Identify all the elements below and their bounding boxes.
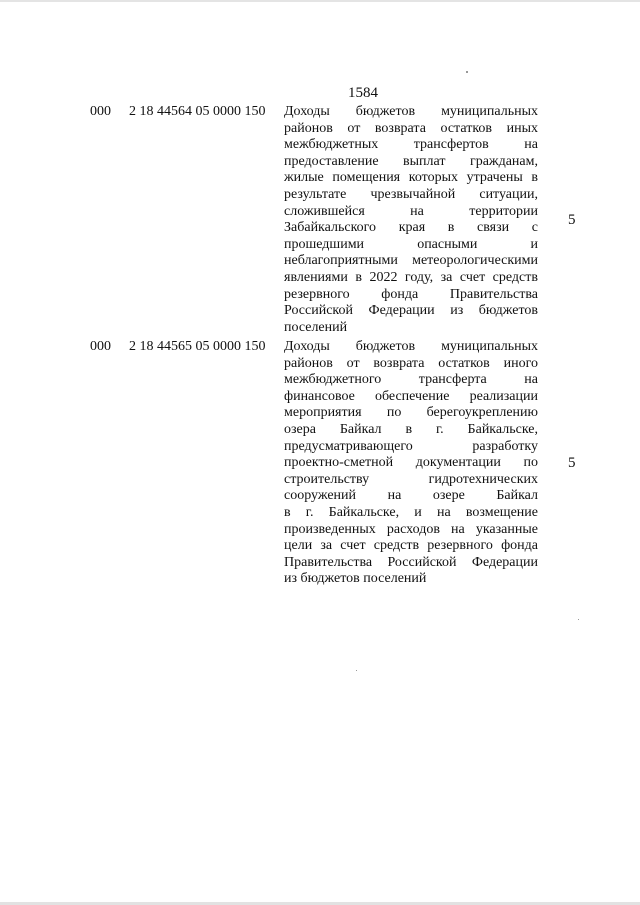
description-line: районов от возврата остатков иных bbox=[284, 120, 538, 136]
kbk-code: 2 18 44564 05 0000 150 bbox=[129, 104, 266, 119]
entry-description bbox=[284, 339, 538, 588]
description-line: Правительства Российской Федерации bbox=[284, 554, 538, 570]
scan-edge-top bbox=[0, 0, 640, 2]
kbk-code: 2 18 44565 05 0000 150 bbox=[129, 339, 266, 354]
description-line: сооружений на озере Байкал bbox=[284, 488, 538, 504]
description-line: явлениями в 2022 году, за счет средств bbox=[284, 269, 538, 285]
description-line: строительству гидротехнических bbox=[284, 471, 538, 487]
description-line: из бюджетов поселений bbox=[284, 571, 427, 587]
description-line: Российской Федерации из бюджетов bbox=[284, 303, 538, 319]
description-line: мероприятия по берегоукреплению bbox=[284, 405, 538, 421]
description-line: результате чрезвычайной ситуации, bbox=[284, 186, 538, 202]
description-line: межбюджетных трансфертов на bbox=[284, 137, 538, 153]
description-line: межбюджетного трансферта на bbox=[284, 372, 538, 388]
description-line: резервного фонда Правительства bbox=[284, 286, 538, 302]
description-line: Доходы бюджетов муниципальных bbox=[284, 339, 538, 354]
admin-code: 000 bbox=[90, 339, 111, 354]
page-number: 1584 bbox=[348, 85, 378, 101]
scan-speck bbox=[466, 71, 468, 73]
description-line: в г. Байкальске, и на возмещение bbox=[284, 504, 538, 520]
description-line: сложившейся на территории bbox=[284, 203, 538, 219]
scan-speck bbox=[356, 670, 357, 671]
description-line: Доходы бюджетов муниципальных bbox=[284, 104, 538, 119]
scan-speck bbox=[578, 619, 579, 620]
description-line: поселений bbox=[284, 319, 348, 335]
description-line: прошедшими опасными и bbox=[284, 236, 538, 252]
description-line: финансовое обеспечение реализации bbox=[284, 388, 538, 404]
description-line: произведенных расходов на указанные bbox=[284, 521, 538, 537]
description-line: цели за счет средств резервного фонда bbox=[284, 538, 538, 554]
description-line: предоставление выплат гражданам, bbox=[284, 153, 538, 169]
description-line: озера Байкал в г. Байкальске, bbox=[284, 421, 538, 437]
entry-amount: 5 bbox=[568, 455, 576, 471]
description-line: районов от возврата остатков иного bbox=[284, 355, 538, 371]
entry-description bbox=[284, 104, 538, 336]
description-line: Забайкальского края в связи с bbox=[284, 220, 538, 236]
admin-code: 000 bbox=[90, 104, 111, 119]
description-line: неблагоприятными метеорологическими bbox=[284, 253, 538, 269]
description-line: предусматривающего разработку bbox=[284, 438, 538, 454]
entry-amount: 5 bbox=[568, 212, 576, 228]
description-line: проектно-сметной документации по bbox=[284, 455, 538, 471]
description-line: жилые помещения которых утрачены в bbox=[284, 170, 538, 186]
